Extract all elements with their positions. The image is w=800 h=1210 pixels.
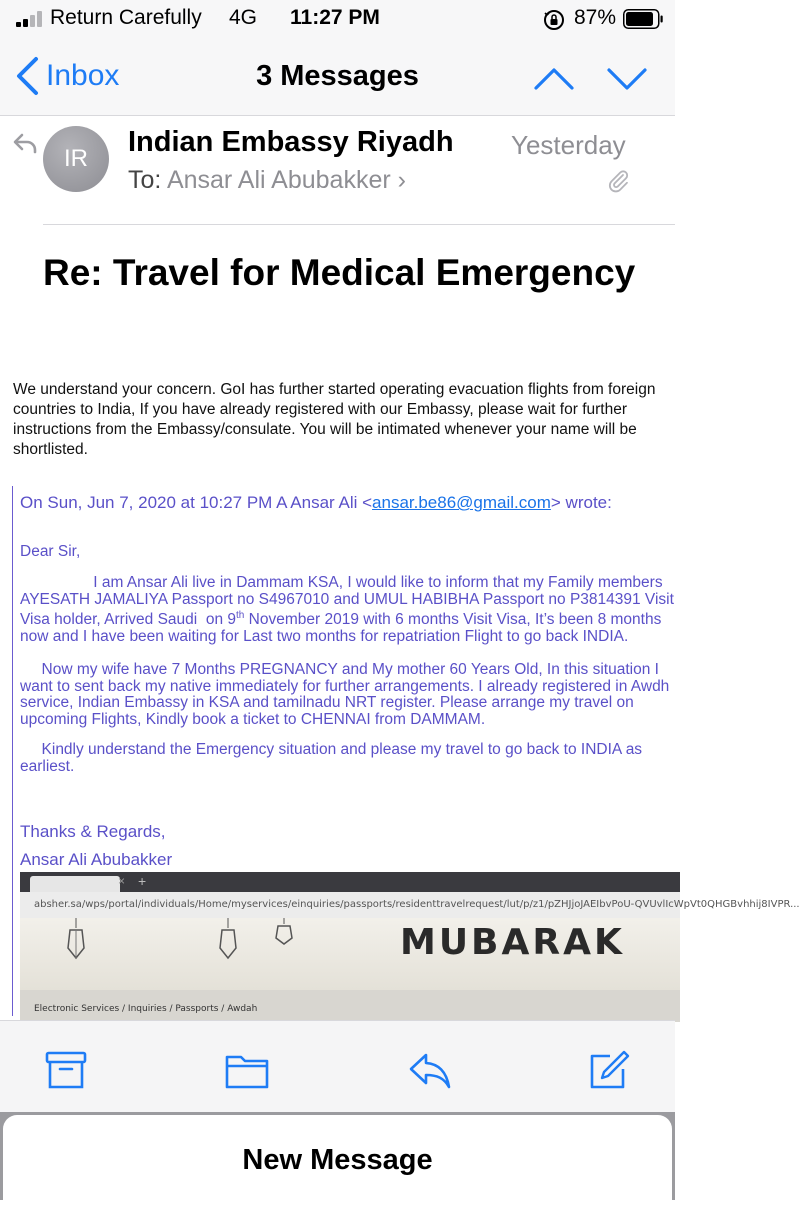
quote-signature: Ansar Ali Abubakker — [20, 850, 173, 869]
recipient-line[interactable] — [128, 166, 406, 195]
quote-line: I am Ansar Ali live in Dammam KSA, I would like to inform that my Family members — [20, 574, 663, 591]
quote-closing: Thanks & Regards, — [20, 822, 166, 841]
carrier-name: Return Carefully — [50, 6, 202, 29]
quote-line: AYESATH JAMALIYA Passport no S4967010 and UMUL HABIBHA Passport no P3814391 Visit — [20, 590, 674, 608]
compose-icon[interactable] — [586, 1049, 632, 1091]
photo-close-icon: × — [118, 874, 126, 888]
quote-header-prefix: On Sun, Jun 7, 2020 at 10:27 PM A Ansar Ali < — [20, 493, 373, 512]
reply-icon[interactable] — [407, 1049, 453, 1091]
quote-greeting: Dear Sir, — [20, 543, 81, 560]
thread-title: 3 Messages — [256, 60, 419, 92]
photo-plus-icon: + — [138, 873, 147, 889]
reply-indicator-icon — [12, 132, 38, 154]
avatar[interactable]: IR — [43, 126, 109, 192]
quote-line: service, Indian Embassy in KSA and tamilnadu NRT register. Please arrange my travel on — [20, 694, 634, 711]
quote-line: Now my wife have 7 Months PREGNANCY and My mother 60 Years Old, In this situation I — [20, 661, 659, 678]
quote-header-suffix: > wrote: — [550, 493, 612, 512]
draft-sheet-title[interactable]: New Message — [242, 1144, 433, 1176]
folder-icon[interactable] — [224, 1049, 270, 1091]
chevron-down-icon[interactable] — [605, 60, 649, 96]
battery-percent: 87% — [574, 6, 617, 29]
chevron-up-icon[interactable] — [532, 60, 576, 96]
quote-paragraph-2 — [20, 662, 700, 728]
battery-icon — [623, 9, 663, 29]
attached-photo[interactable] — [20, 872, 800, 1022]
photo-url: absher.sa/wps/portal/individuals/Home/myservices/einquiries/passports/residenttravelrequest/lut/p/z1/pZHJjoJAEIbvPoU-QVUvlIcWpVt0QHGBvhhij8IVPR... — [34, 899, 800, 910]
quote-line: upcoming Flights, Kindly book a ticket to CHENNAI from DAMMAM. — [20, 710, 486, 728]
lantern-icon — [64, 918, 88, 962]
network-type: 4G — [229, 6, 258, 29]
archive-icon[interactable] — [43, 1049, 89, 1091]
message-subject: Re: Travel for Medical Emergency — [43, 252, 636, 293]
status-time: 11:27 PM — [290, 6, 380, 29]
quote-line: now and I have been waiting for Last two months for repatriation Flight to go back INDIA. — [20, 627, 629, 645]
message-body: We understand your concern. GoI has further started operating evacuation flights from foreign countries to India, If you have already registered with our Embassy, please wait for further instructions from the Embassy/consulate. You will be intimated whenever your name will be shortlisted. — [13, 381, 656, 458]
lantern-icon — [216, 918, 240, 962]
quote-line: earliest. — [20, 757, 75, 775]
quote-header — [20, 493, 612, 513]
quote-paragraph-1 — [20, 575, 700, 645]
orientation-lock-icon — [543, 9, 565, 31]
back-label: Inbox — [46, 59, 120, 92]
quote-line: Visa holder, Arrived Saudi on 9th November 2019 with 6 months Visit Visa, It’s been 8 months — [20, 610, 662, 629]
message-date: Yesterday — [511, 130, 626, 160]
nav-bar — [0, 38, 675, 116]
status-bar — [0, 0, 675, 38]
lantern-icon — [272, 918, 296, 962]
quote-line: want to sent back my native immediately for further arrangements. I already registered in Awdh — [20, 677, 670, 695]
quoted-message — [12, 486, 800, 1016]
photo-breadcrumb: Electronic Services / Inquiries / Passports / Awdah — [34, 1004, 258, 1014]
recipient-name: Ansar Ali Abubakker — [166, 166, 391, 194]
photo-banner-text: MUBARAK — [400, 922, 625, 963]
signal-icon — [16, 11, 44, 27]
bottom-toolbar — [0, 1020, 675, 1112]
quote-line: Kindly understand the Emergency situation and please my travel to go back to INDIA as — [20, 741, 643, 758]
sender-name[interactable]: Indian Embassy Riyadh — [128, 126, 454, 158]
header-divider — [43, 224, 675, 225]
quote-paragraph-3 — [20, 742, 700, 775]
paperclip-icon — [606, 169, 630, 193]
photo-browser-tab — [30, 876, 120, 892]
sender-email-link[interactable]: ansar.be86@gmail.com — [372, 493, 551, 512]
to-label: To: — [128, 166, 162, 194]
chevron-right-icon: › — [397, 166, 406, 194]
